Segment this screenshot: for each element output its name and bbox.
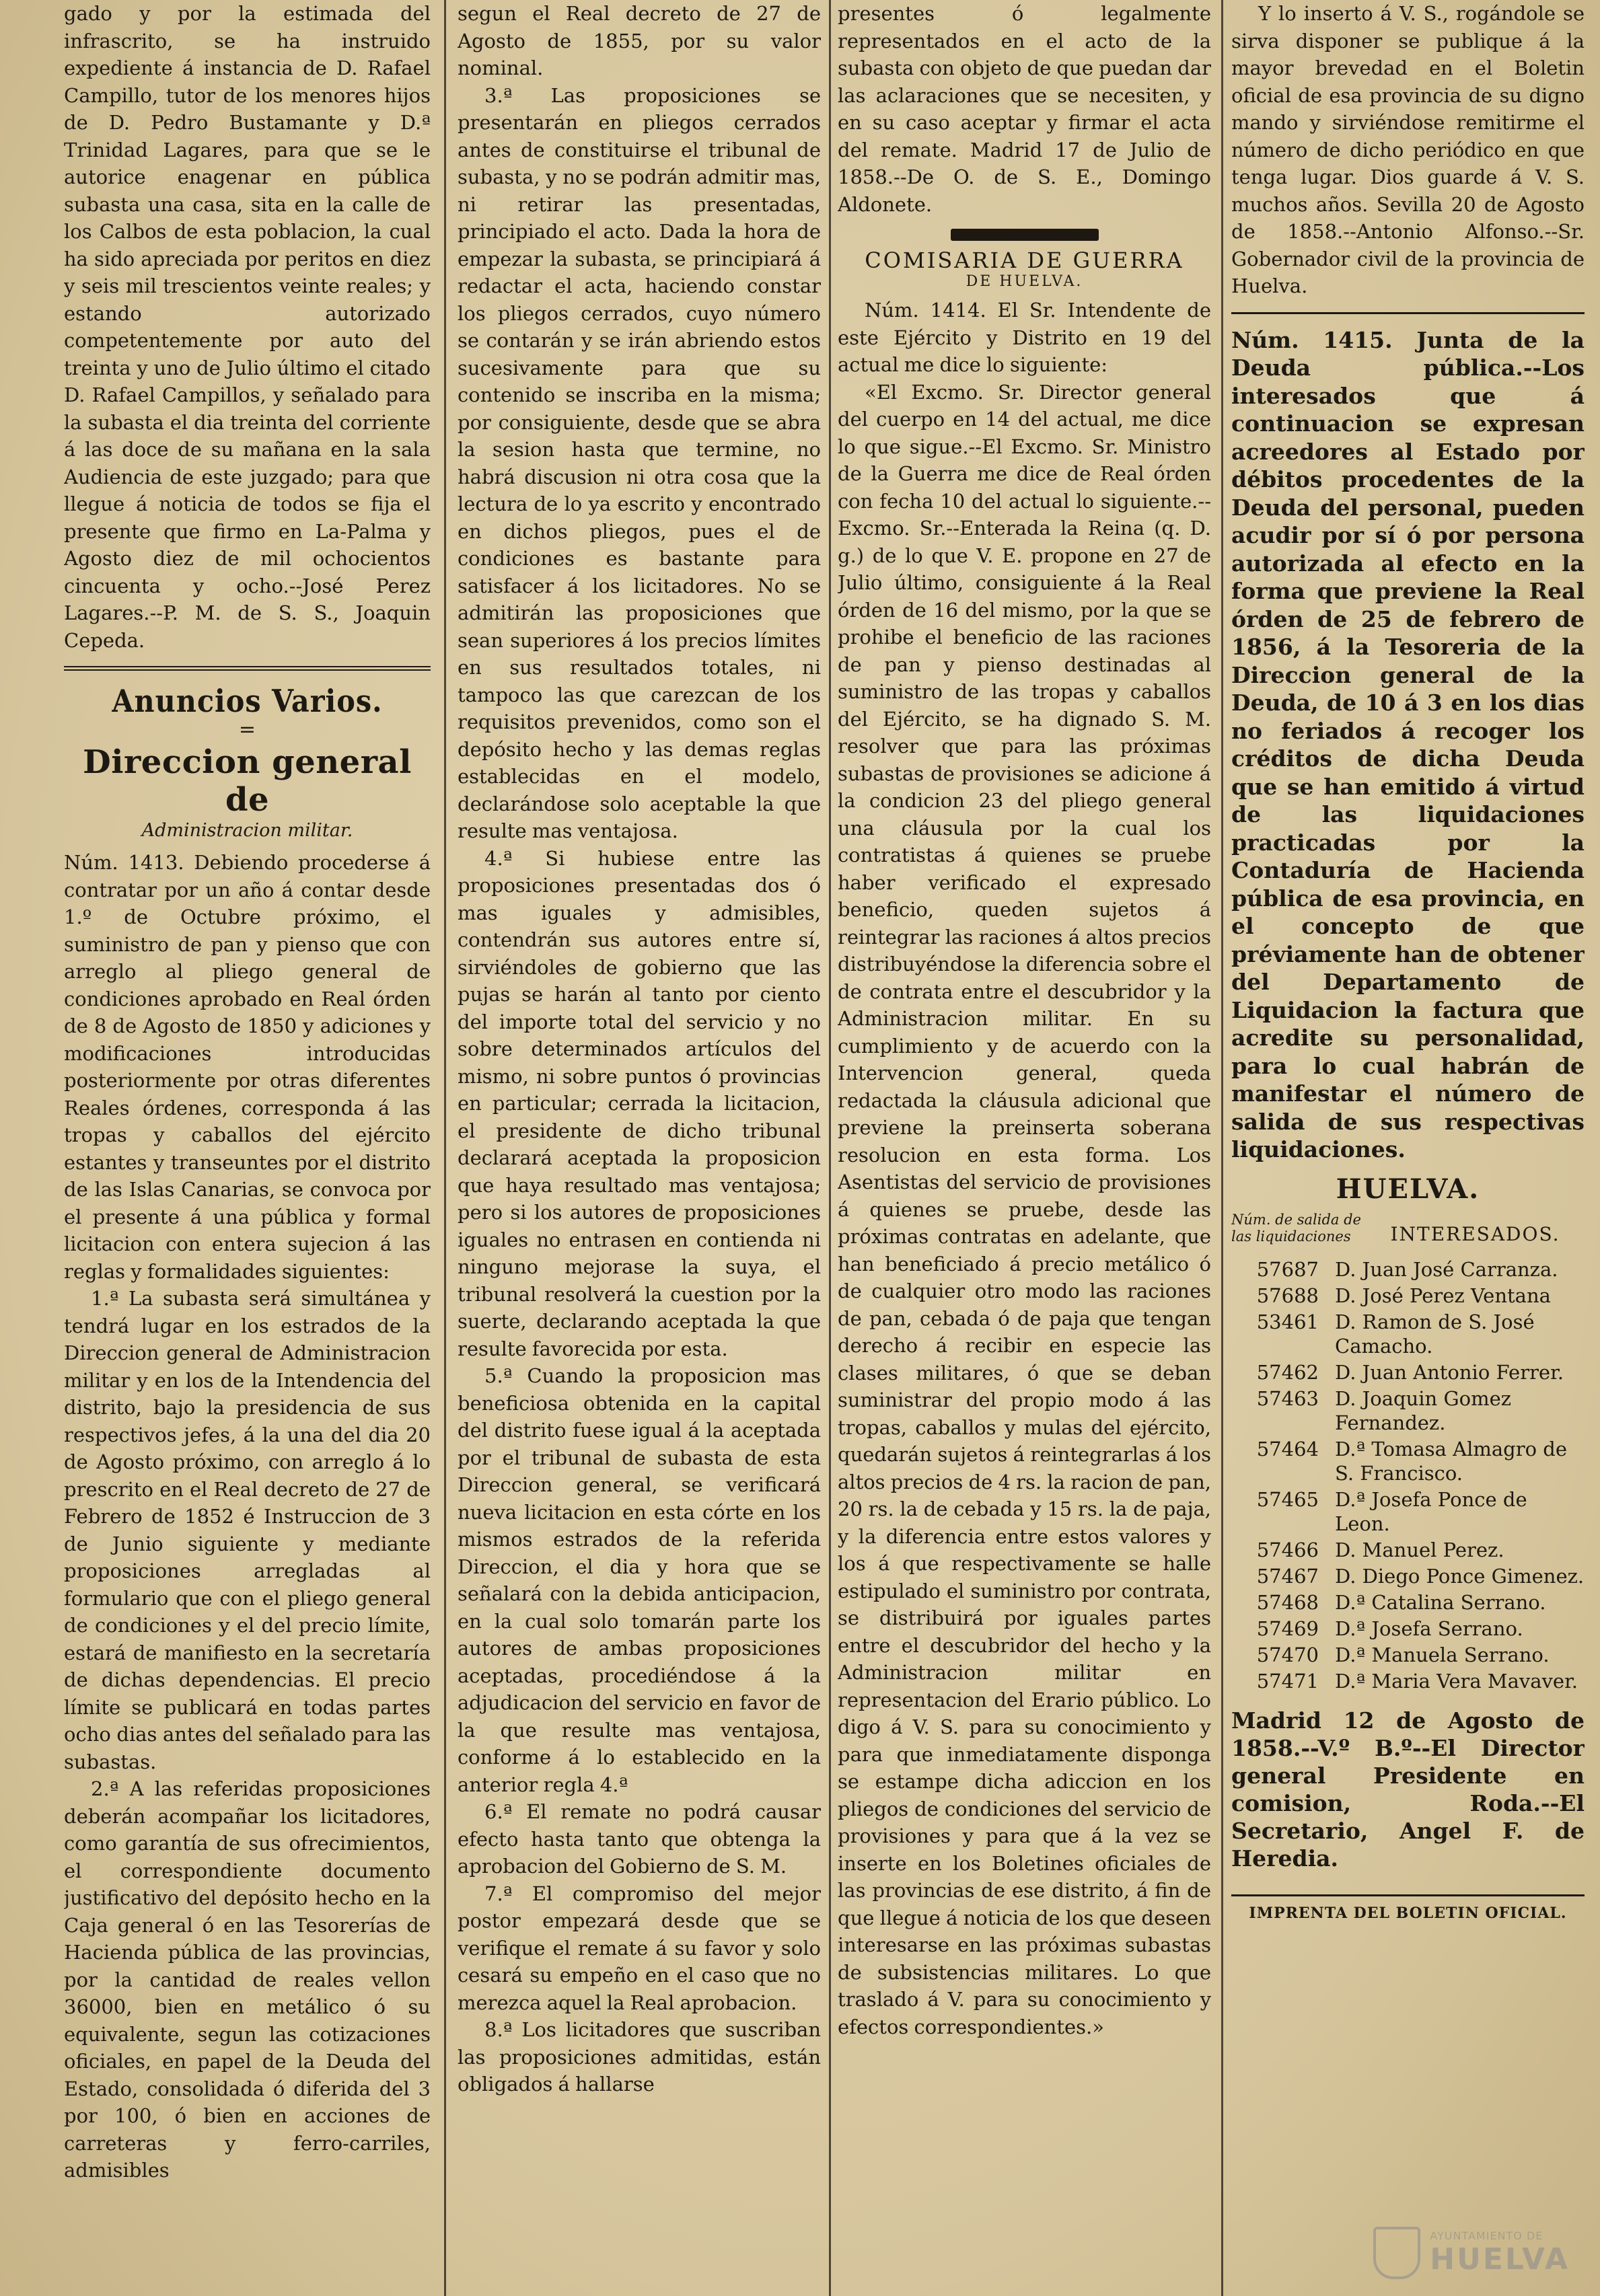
- interesado-name: D.ª Maria Vera Mavaver.: [1335, 1669, 1578, 1693]
- rule-8: 8.ª Los licitadores que suscriban las proposiciones admitidas, están obligados á hallarse: [458, 2018, 821, 2096]
- rule-2: 2.ª A las referidas proposiciones deberán acompañar los licitadores, como garantía de sus ofrecimientos, el correspondiente documento justificativo del depósito hecho en la Caja general ó en las Tesorerías de Hacienda pública de las provincias, por la cantidad de reales vellon 36000, bien en metálico ó su equivalente, segun las cotizaciones oficiales, en papel de la Deuda del Estado, consolidada ó diferida del 3 por 100, ó bien en acciones de carreteras y ferro-carriles, admisibles: [64, 1777, 431, 2182]
- rule-5: 5.ª Cuando la proposicion mas beneficiosa obtenida en la capital del distrito fuese igual á la aceptada por el tribunal de subasta de esta Direccion general, se verificará nueva licitacion en esta córte en los mismos estrados de la referida Direccion, el dia y hora que se señalará con la debida anticipacion, en la cual solo tomarán parte los autores de ambas proposiciones aceptadas, procediéndose á la adjudicacion del servicio en favor de la que resulte mas ventajosa, conforme á lo establecido en la anterior regla 4.ª: [458, 1364, 821, 1796]
- liquidacion-number: 57471: [1256, 1669, 1319, 1693]
- subheading-de-huelva: DE HUELVA.: [966, 273, 1083, 290]
- column-header-interesados: INTERESADOS.: [1390, 1222, 1560, 1245]
- interesado-name: D.ª Catalina Serrano.: [1335, 1590, 1546, 1614]
- table-row: [1231, 1437, 1585, 1485]
- liquidacion-number: 57465: [1256, 1487, 1319, 1511]
- table-row: [1231, 1284, 1585, 1308]
- interesado-name: D. Juan José Carranza.: [1335, 1257, 1558, 1281]
- table-row: [1231, 1617, 1585, 1641]
- interesado-name: D.ª Josefa Ponce de Leon.: [1335, 1487, 1527, 1535]
- heading-huelva: HUELVA.: [1336, 1173, 1480, 1205]
- column-header-numero: Núm. de salida de las liquidaciones: [1231, 1211, 1361, 1245]
- table-row: [1231, 1257, 1585, 1282]
- column-rule: [444, 0, 446, 2296]
- signature-block: Madrid 12 de Agosto de 1858.--V.º B.º--El Director general Presidente en comision, Roda.--El Secretario, Angel F. de Heredia.: [1231, 1707, 1585, 1872]
- liquidacion-number: 57463: [1256, 1386, 1319, 1410]
- table-row: [1231, 1564, 1585, 1588]
- liquidacion-number: 57688: [1256, 1284, 1319, 1307]
- shield-icon: [1373, 2227, 1420, 2279]
- rule-4: 4.ª Si hubiese entre las proposiciones presentadas dos ó mas iguales y admisibles, contendrán sus autores entre sí, sirviéndoles de gobierno que las pujas se harán al tanto por ciento del importe total del servicio y no sobre determinados artículos del mismo, ni sobre puntos ó provincias en particular; cerrada la licitacion, el presidente de dicho tribunal declarará aceptada la proposicion que haya resultado mas ventajosa; pero si los autores de proposiciones iguales no entrasen en contienda ni ninguno mejorase la suya, el tribunal resolverá la cuestion por la suerte, declarando aceptada la que resulte favorecida por esta.: [458, 846, 821, 1360]
- column-1: [64, 0, 431, 2296]
- table-row: [1231, 1386, 1585, 1435]
- interesado-name: D. José Perez Ventana: [1335, 1284, 1551, 1307]
- table-row: [1231, 1669, 1585, 1693]
- subheading-administracion: Administracion militar.: [141, 820, 353, 841]
- double-rule: [1231, 312, 1585, 314]
- rule-6: 6.ª El remate no podrá causar efecto hasta tanto que obtenga la aprobacion del Gobierno de S. M.: [458, 1800, 821, 1878]
- table-header: [1231, 1212, 1585, 1245]
- column-rule: [1221, 0, 1223, 2296]
- interesado-name: D. Juan Antonio Ferrer.: [1335, 1360, 1564, 1384]
- notice-1414-closing: Y lo inserto á V. S., rogándole se sirva disponer se publique á la mayor brevedad en el Boletin oficial de esa provincia de su digno mando y sirviéndose remitirme el número de dicho periódico en que tenga lugar. Dios guarde á V. S. muchos años. Sevilla 20 de Agosto de 1858.--Antonio Alfonso.--Sr. Gobernador civil de la provincia de Huelva.: [1231, 2, 1585, 297]
- rule-1: 1.ª La subasta será simultánea y tendrá lugar en los estrados de la Direccion general de Administracion militar y en los de la Intendencia del distrito, bajo la presidencia de sus respectivos jefes, á la una del dia 20 de Agosto próximo, con arreglo á lo prescrito en el Real decreto de 27 de Febrero de 1852 é Instruccion de 3 de Junio siguiente y mediante proposiciones arregladas al formulario que con el pliego general de condiciones y el del precio límite, estará de manifiesto en la secretaría de dichas dependencias. El precio límite se publicará en todas partes ocho dias antes del señalado para las subastas.: [64, 1287, 431, 1773]
- heading-direccion-general: Direccion general de: [83, 743, 412, 819]
- double-rule: [64, 666, 431, 671]
- ornament-icon: =: [238, 718, 256, 741]
- liquidacion-number: 53461: [1256, 1310, 1319, 1333]
- column-2: [458, 0, 821, 2296]
- interesado-name: D. Diego Ponce Gimenez.: [1335, 1564, 1585, 1588]
- table-row: [1231, 1310, 1585, 1358]
- interesado-name: D. Ramon de S. José Camacho.: [1335, 1310, 1535, 1358]
- interesado-name: D. Manuel Perez.: [1335, 1538, 1504, 1561]
- liquidacion-number: 57467: [1256, 1564, 1319, 1588]
- printer-imprint: IMPRENTA DEL BOLETIN OFICIAL.: [1249, 1904, 1567, 1922]
- rule-8-continued: presentes ó legalmente representados en el acto de la subasta con objeto de que puedan dar las aclaraciones que se necesiten, y en su caso aceptar y firmar el acta del remate. Madrid 17 de Julio de 1858.--De O. de S. E., Domingo Aldonete.: [838, 2, 1211, 216]
- rule: [1231, 1894, 1585, 1896]
- table-row: [1231, 1538, 1585, 1562]
- creditors-table: [1231, 1257, 1585, 1693]
- archive-watermark: [1373, 2227, 1570, 2279]
- heading-comisaria: COMISARIA DE GUERRA: [865, 248, 1184, 273]
- section-title-anuncios: Anuncios Varios.: [112, 683, 383, 719]
- liquidacion-number: 57687: [1256, 1257, 1319, 1281]
- column-3: [838, 0, 1211, 2296]
- notice-1415: Núm. 1415. Junta de la Deuda pública.--Los interesados que á continuacion se expresan acreedores al Estado por débitos procedentes de la Deuda del personal, pueden acudir por sí ó por persona autorizada al efecto en la forma que previene la Real órden de 25 de febrero de 1856, á la Tesoreria de la Direccion general de la Deuda, de 10 á 3 en los dias no feriados á recoger los créditos de dicha Deuda que se han emitido á virtud de las liquidaciones practicadas por la Contaduría de Hacienda pública de esa provincia, en el concepto de que préviamente han de obtener del Departamento de Liquidacion la factura que acredite su personalidad, para lo cual habrán de manifestar el número de salida de sus respectivas liquidaciones.: [1231, 326, 1585, 1162]
- rule-2-continued: segun el Real decreto de 27 de Agosto de 1855, por su valor nominal.: [458, 2, 821, 79]
- notice-1413-intro: Núm. 1413. Debiendo procederse á contratar por un año á contar desde 1.º de Octubre próximo, el suministro de pan y pienso que con arreglo al pliego general de condiciones aprobado en Real órden de 8 de Agosto de 1850 y adiciones y modificaciones introducidas posteriormente por otras diferentes Reales órdenes, corresponda á las tropas y caballos del ejército estantes y transeuntes por el distrito de las Islas Canarias, se convoca por el presente á una pública y formal licitacion con entera sujecion á las reglas y formalidades siguientes:: [64, 851, 431, 1283]
- liquidacion-number: 57469: [1256, 1617, 1319, 1640]
- notice-1414-intro: Núm. 1414. El Sr. Intendente de este Ejército y Distrito en 19 del actual me dice lo siguiente:: [838, 299, 1211, 376]
- table-row: [1231, 1360, 1585, 1384]
- liquidacion-number: 57462: [1256, 1360, 1319, 1384]
- rule-3: 3.ª Las proposiciones se presentarán en pliegos cerrados antes de constituirse el tribunal de subasta, y no se podrán admitir mas, ni retirar las presentadas, principiado el acto. Dada la hora de empezar la subasta, se principiará á redactar el acta, haciendo constar los pliegos cerrados, cuyo número se contarán y se irán abriendo estos sucesivamente para que su contenido se inscriba en la misma; por consiguiente, desde que se abra la sesion hasta que termine, no habrá discusion ni otra cosa que la lectura de lo ya escrito y encontrado en dichos pliegos, pues el de condiciones es bastante para satisfacer á los licitadores. No se admitirán las proposiciones que sean superiores á los precios límites en sus resultados totales, ni tampoco las que carezcan de los requisitos prevenidos, como son el depósito hecho y las demas reglas establecidas en el modelo, declarándose solo aceptable la que resulte mas ventajosa.: [458, 83, 821, 842]
- rule-7: 7.ª El compromiso del mejor postor empezará desde que se verifique el remate á su favor y solo cesará su empeño en el caso que no merezca aquel la Real aprobacion.: [458, 1882, 821, 2014]
- table-row: [1231, 1487, 1585, 1536]
- interesado-name: D. Joaquin Gomez Fernandez.: [1335, 1386, 1512, 1434]
- watermark-big: HUELVA: [1430, 2242, 1570, 2276]
- table-row: [1231, 1590, 1585, 1615]
- table-row: [1231, 1643, 1585, 1667]
- liquidacion-number: 57464: [1256, 1437, 1319, 1460]
- liquidacion-number: 57468: [1256, 1590, 1319, 1614]
- interesado-name: D.ª Tomasa Almagro de S. Francisco.: [1335, 1437, 1567, 1485]
- edict-paragraph: gado y por la estimada del infrascrito, se ha instruido expediente á instancia de D. Rafael Campillo, tutor de los menores hijos de D. Pedro Bustamante y D.ª Trinidad Lagares, para que se le autorice enagenar en pública subasta una casa, sita en la calle de los Calbos de esta poblacion, la cual ha sido apreciada por peritos en diez y seis mil trescientos veinte reales; y estando autorizado competentemente por auto del treinta y uno de Julio último el citado D. Rafael Campillos, y señalado para la subasta el dia treinta del corriente á las doce de su mañana en la sala Audiencia de este juzgado; para que llegue á noticia de todos se fija el presente que firmo en La-Palma y Agosto diez de mil ochocientos cincuenta y ocho.--José Perez Lagares.--P. M. de S. S., Joaquin Cepeda.: [64, 2, 431, 652]
- column-4: [1231, 0, 1585, 2296]
- ornament-rule: [951, 229, 1099, 241]
- watermark-small: AYUNTAMIENTO DE: [1430, 2229, 1543, 2242]
- column-rule: [829, 0, 831, 2296]
- interesado-name: D.ª Josefa Serrano.: [1335, 1617, 1523, 1640]
- liquidacion-number: 57466: [1256, 1538, 1319, 1561]
- interesado-name: D.ª Manuela Serrano.: [1335, 1643, 1550, 1666]
- notice-1414-body: «El Excmo. Sr. Director general del cuerpo en 14 del actual, me dice lo que sigue.--El Excmo. Sr. Ministro de la Guerra me dice de Real órden con fecha 10 del actual lo siguiente.--Excmo. Sr.--Enterada la Reina (q. D. g.) de lo que V. E. propone en 27 de Julio último, consiguiente á la Real órden de 16 del mismo, por la que se prohibe el beneficio de las raciones de pan y pienso destinadas al suministro de las tropas y caballos del Ejército, se ha dignado S. M. resolver que para las próximas subastas de provisiones se adicione á la condicion 23 del pliego general una cláusula por la cual los contratistas á quienes se pruebe haber verificado el expresado beneficio, queden sujetos á reintegrar las raciones á altos precios distribuyéndose la diferencia sobre el de contrata entre el descubridor y la Administracion militar. En su cumplimiento y de acuerdo con la Intervencion general, queda redactada la cláusula adicional que previene la preinserta soberana resolucion en esta forma. Los Asentistas del servicio de provisiones á quienes se pruebe, desde las próximas contratas en adelante, que han beneficiado á precio metálico ó de cualquier otro modo las raciones de pan, cebada ó de paja que tengan derecho á recibir en especie las clases militares, ó que se deban suministrar del propio modo á las tropas, caballos y mulas del ejército, quedarán sujetos á reintegrarlas á los altos precios de 4 rs. la racion de pan, 20 rs. la de cebada y 15 rs. la de paja, y la diferencia entre estos valores y los á que respectivamente se halle estipulado el suministro por contrata, se distribuirá por iguales partes entre el descubridor del hecho y la Administracion militar en representacion del Erario público. Lo digo á V. S. para su conocimiento y para que inmediatamente disponga se estampe dicha adiccion en los pliegos de condiciones del servicio de provisiones y para que á la vez se inserte en los Boletines oficiales de las provincias de ese distrito, á fin de que llegue á noticia de los que deseen interesarse en las próximas subastas de subsistencias militares. Lo que traslado á V. para su conocimiento y efectos correspondientes.»: [838, 380, 1211, 2038]
- liquidacion-number: 57470: [1256, 1643, 1319, 1666]
